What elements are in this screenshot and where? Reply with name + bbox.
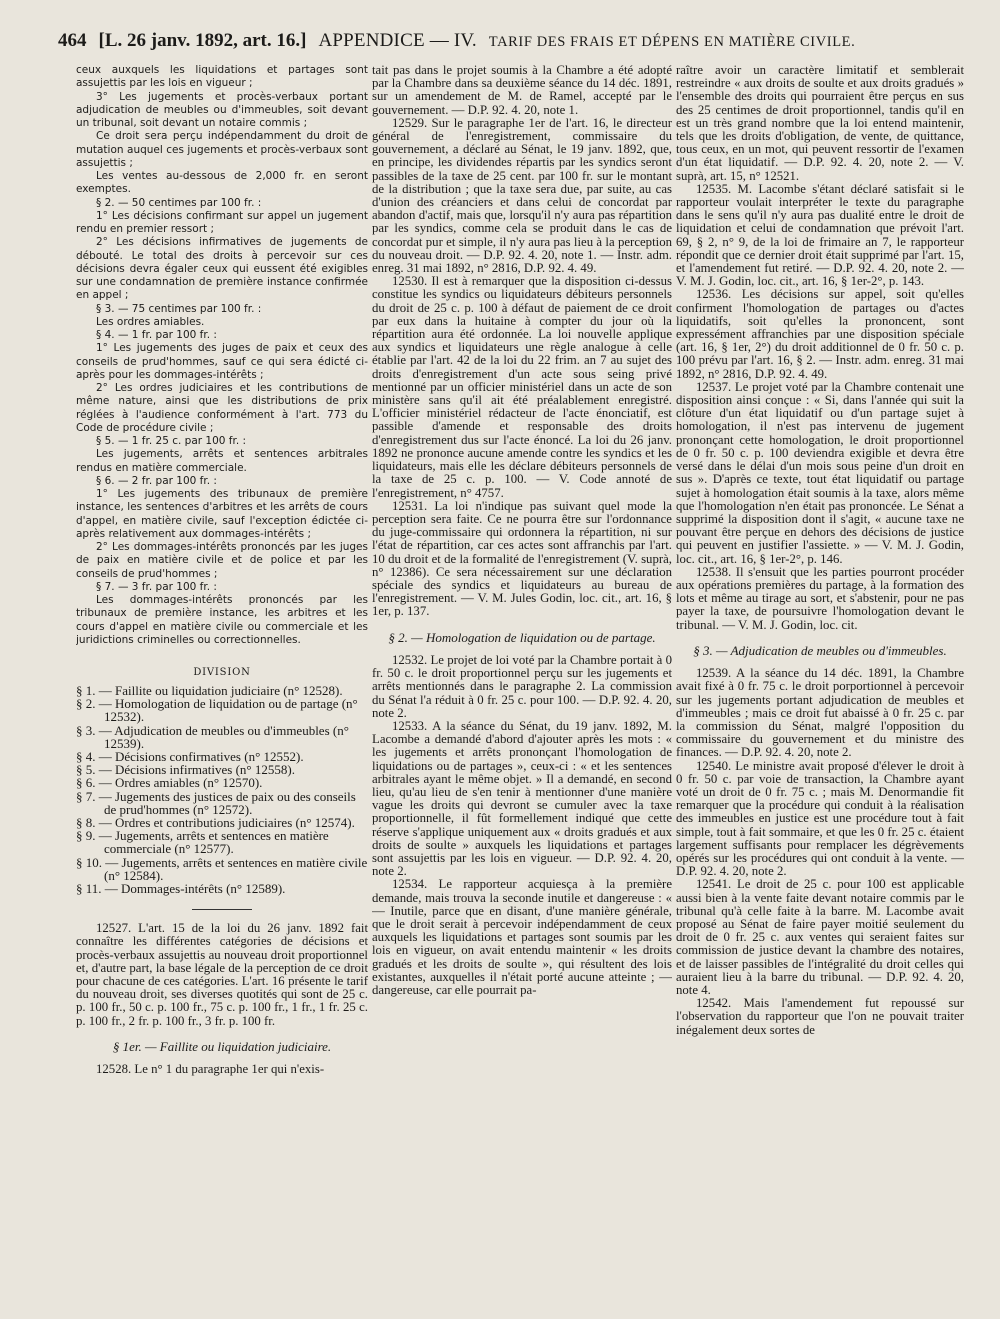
law-line: § 4. — 1 fr. par 100 fr. : <box>96 329 217 341</box>
header-reference: [L. 26 janv. 1892, art. 16.] <box>98 30 307 51</box>
paragraph-12539: 12539. A la séance du 14 déc. 1891, la Chambre avait fixé à 0 fr. 75 c. le droit porportionnel à percevoir sur les jugements portant adjudication de meubles et d'immeubles ; mais ce droit fut abaissé à 0 fr. 25 c. par la commission du Sénat, malgré l'opposition du commissaire du gouvernement et du ministre des finances. — D.P. 92. 4. 20, note 2. <box>676 666 964 760</box>
law-line: § 6. — 2 fr. par 100 fr. : <box>96 474 217 487</box>
law-line: 1° Les jugements des tribunaux de première instance, les sentences d'arbitres et les arrêts de cours d'appel, en matière civile, sauf l'exception édictée ci-après relativement aux dommages-intérêts ; <box>76 488 368 540</box>
paragraph-12530: 12530. Il est à remarquer que la disposition ci-dessus constitue les syndics ou liquidateurs débiteurs personnels du droit de 25 c. p. 100 à défaut de paiement de ce droit par eux dans la huitaine à compter du jour où la répartition aura été ordonnée. La loi nouvelle applique aux syndics et liquidateurs une règle analogue à celle établie par l'art. 42 de la loi du 22 frim. an 7 au sujet des droits d'enregistrement d'un acte sous seing privé mentionné par un officier ministériel dans un acte de son ministère sans qu'il ait été préalablement enregistré. L'officier ministériel rédacteur de l'acte énonciatif, est passible d'amende et responsable des droits d'enregistrement dus sur l'acte énoncé. La loi du 26 janv. 1892 ne prononce aucune amende contre les syndics et les liquidateurs, mais elle les déclare débiteurs personnels de la taxe de 25 c. p. 100. — V. Code annoté de l'enregistrement, n° 4757. <box>372 274 672 500</box>
law-text <box>76 64 368 647</box>
law-line: ceux auxquels les liquidations et partages sont assujettis par les lois en vigueur ; <box>76 64 368 90</box>
running-header <box>58 30 958 60</box>
column-middle <box>372 64 672 1311</box>
paragraph-12532: 12532. Le projet de loi voté par la Chambre portait à 0 fr. 50 c. le droit proportionnel perçu sur les jugements et arrêts mentionnés dans le paragraphe 2. La commission du Sénat l'a réduit à 0 fr. 25 c. pour 100. — D.P. 92. 4. 20, note 2. <box>372 652 672 720</box>
paragraph-12538: 12538. Il s'ensuit que les parties pourront procéder aux opérations premières du partage, à la formation des lots et même au tirage au sort, et s'abstenir, pour ne pas payer la taxe, de poursuivre l'homologation devant le tribunal. — V. M. J. Godin, loc. cit. <box>676 564 964 632</box>
law-line: 2° Les dommages-intérêts prononcés par les juges de paix en matière civile et de police et par les conseils de prud'hommes ; <box>76 541 368 580</box>
division-item: § 7. — Jugements des justices de paix ou des conseils de prud'hommes (n° 12572). <box>76 788 356 817</box>
paragraph-12541: 12541. Le droit de 25 c. pour 100 est applicable aussi bien à la vente faite devant notaire commis par le tribunal qu'à celle faite à la barre. M. Lacombe avait proposé au Sénat de faire payer moitié seulement du droit de 0 fr. 25 c. aux ventes qui seraient faites sur commission de justice devant la chambre des notaires, et de laisser passibles de l'intégralité du droit celles qui auraient lieu à la barre du tribunal. — D.P. 92. 4. 20, note 4. <box>676 877 964 998</box>
division-item: § 2. — Homologation de liquidation ou de partage (n° 12532). <box>76 696 358 725</box>
law-line: Les ventes au-dessous de 2,000 fr. en seront exemptes. <box>76 170 368 196</box>
division-item: § 8. — Ordres et contributions judiciaires (n° 12574). <box>76 815 355 831</box>
paragraph-continued: tait pas dans le projet soumis à la Chambre a été adopté par la Chambre dans sa deuxième séance du 14 déc. 1891, sur un amendement de M. de Ramel, accepté par le gouvernement. — D.P. 92. 4. 20, note 1. <box>372 64 672 117</box>
law-line: 2° Les décisions infirmatives de jugements de débouté. Le total des droits à percevoir sur ces décisions devra égaler ceux qui eussent été exigibles sur une condamnation de première instance confirmée en appel ; <box>76 236 368 302</box>
division-item: § 6. — Ordres amiables (n° 12570). <box>76 775 263 791</box>
law-line: § 7. — 3 fr. par 100 fr. : <box>96 580 217 593</box>
law-line: 2° Les ordres judiciaires et les contributions de même nature, ainsi que les distributions de prix réglées à l'audience conformément à l'art. 773 du Code de procédure civile ; <box>76 382 368 434</box>
paragraph-12537: 12537. Le projet voté par la Chambre contenait une disposition ainsi conçue : « Si, dans l'année qui suit la clôture d'un état liquidatif ou d'un partage sujet à homologation, il n'est pas intervenu de jugement prononçant cette homologation, le droit proportionnel de 0 fr. 50 c. p. 100 deviendra exigible et devra être versé dans le délai d'un mois sous peine d'un droit en sus ». D'après ce texte, tout état liquidatif ou partage sujet à homologation était soumis à la taxe, alors même que l'homologation n'en était pas prononcée. Le Sénat a supprimé la disposition dont il s'agit, « aucune taxe ne pouvant être perçue en dehors des décisions de justice qui peuvent en justifier l'assiette. » — V. M. J. Godin, loc. cit., art. 16, § 1er-2°, p. 146. <box>676 379 964 566</box>
paragraph-12527: 12527. L'art. 15 de la loi du 26 janv. 1892 fait connaître les différentes catégories de décisions et procès-verbaux assujettis au nouveau droit proportionnel et, d'autre part, la base légale de la perception de ce droit pour chacune de ces catégories. L'art. 16 présente le tarif du nouveau droit, ses diverses quotités qui sont de 25 c. p. 100 fr., 50 c. p. 100 fr., 75 c. p. 100 fr., 1 fr., 1 fr. 25 c. p. 100 fr., 2 fr. p. 100 fr., 3 fr. p. 100 fr. <box>76 921 368 1028</box>
law-line: § 2. — 50 centimes par 100 fr. : <box>96 196 262 209</box>
section-heading-1: § 1er. — Faillite ou liquidation judiciaire. <box>112 1038 332 1054</box>
division-item: § 4. — Décisions confirmatives (n° 12552). <box>76 749 304 765</box>
paragraph-12534: 12534. Le rapporteur acquiesça à la première demande, mais trouva la seconde inutile et dangereuse : « — Inutile, parce que en disant, d'une manière générale, que le droit serait à percevoir indépendamment de ceux auxquels les liquidations et partages sont soumis par les lois en vigueur, on avait entendu maintenir « les droits gradués et les droits de soulte », qui résultent des lois existantes, auxquelles il n'était porté aucune atteinte ; — dangereuse, car elle pourrait pa- <box>372 877 672 998</box>
column-left <box>76 64 368 1311</box>
law-line: Les ordres amiables. <box>96 315 205 328</box>
column-right <box>676 64 964 1311</box>
division-item: § 3. — Adjudication de meubles ou d'immeubles (n° 12539). <box>76 722 349 751</box>
law-line: § 3. — 75 centimes par 100 fr. : <box>96 302 262 315</box>
paragraph-12540: 12540. Le ministre avait proposé d'élever le droit à 0 fr. 50 c. par voie de transaction, la Chambre ayant voté un droit de 0 fr. 75 c. ; mais M. Denormandie fit remarquer que la procédure qui conduit à la réalisation des immeubles en justice est une procédure tout à fait simple, tout à fait sommaire, et que les 0 fr. 25 c. étaient largement suffisants pour remplacer les dégrèvements opérés sur les procédures qui ont conduit à la vente. — D.P. 92. 4. 20, note 2. <box>676 758 964 879</box>
paragraph-12529: 12529. Sur le paragraphe 1er de l'art. 16, le directeur général de l'enregistrement, commissaire du gouvernement, a déclaré au Sénat, le 19 janv. 1892, que, en principe, les dividendes répartis par les syndics seront passibles de la taxe de 25 cent. par 100 fr. sur le montant de la distribution ; que la taxe sera due, par suite, au cas d'union des créanciers et dans celui de concordat par abandon d'actif, mais que, lorsqu'il n'y aura pas répartition par les syndics, comme cela se produit dans le cas de concordat pur et simple, il n'y aura pas lieu à la perception du nouveau droit. — D.P. 92. 4. 20, note 1. — Instr. adm. enreg. 31 mai 1892, n° 2816, D.P. 92. 4. 49. <box>372 115 672 276</box>
paragraph-12533: 12533. A la séance du Sénat, du 19 janv. 1892, M. Lacombe a demandé d'abord d'ajouter après les mots : « les jugements et arrêts prononçant l'homologation de liquidations ou de partages », ceux-ci : « et les sentences arbitrales ayant le même objet. » Il a demandé, en second lieu, qu'au lieu de s'en tenir à mentionner d'une manière vague les droits qui devront se cumuler avec la taxe proportionnelle, il fût formellement indiqué que cette réserve s'applique uniquement aux « droits gradués et aux droits de soulte » auxquels les liquidations et partages sont assujettis par les lois en vigueur. — D.P. 92. 4. 20, note 2. <box>372 718 672 879</box>
division-item: § 5. — Décisions infirmatives (n° 12558). <box>76 762 295 778</box>
paragraph-12536: 12536. Les décisions sur appel, soit qu'elles confirment l'homologation de partages ou d'actes liquidatifs, soit qu'elles la prononcent, sont expressément affranchies par une disposition spéciale (art. 16, § 1er, 2°) du droit additionnel de 0 fr. 50 c. p. 100 prévu par l'art. 16, § 2. — Instr. adm. enreg. 31 mai 1892, n° 2816, D.P. 92. 4. 49. <box>676 287 964 381</box>
law-line: Les dommages-intérêts prononcés par les tribunaux de première instance, les arbitres et les cours d'appel en matière civile ou commerciale et les juridictions criminelles ou correctionnelles. <box>76 594 368 646</box>
paragraph-12528: 12528. Le n° 1 du paragraphe 1er qui n'exis- <box>96 1062 325 1077</box>
law-line: Ce droit sera perçu indépendamment du droit de mutation auquel ces jugements et procès-verbaux sont assujettis ; <box>76 130 368 169</box>
division-title: DIVISION <box>193 667 251 678</box>
division-item: § 1. — Faillite ou liquidation judiciaire (n° 12528). <box>76 683 343 698</box>
law-line: 1° Les décisions confirmant sur appel un jugement rendu en premier ressort ; <box>76 209 368 235</box>
section-heading-2: § 2. — Homologation de liquidation ou de partage. <box>388 629 656 645</box>
division-item: § 10. — Jugements, arrêts et sentences en matière civile (n° 12584). <box>76 854 368 883</box>
section-heading-3: § 3. — Adjudication de meubles ou d'immeubles. <box>693 642 947 658</box>
law-line: 1° Les jugements des juges de paix et ceux des conseils de prud'hommes, sauf ce qui sera édicté ci-après pour les dommages-intérêts ; <box>76 342 368 381</box>
division-item: § 11. — Dommages-intérêts (n° 12589). <box>76 881 286 897</box>
division-item: § 9. — Jugements, arrêts et sentences en matière commerciale (n° 12577). <box>76 828 329 857</box>
header-subtitle: TARIF DES FRAIS ET DÉPENS EN MATIÈRE CIVILE. <box>488 34 856 50</box>
divider <box>192 909 252 910</box>
page-number: 464 <box>58 30 87 51</box>
law-line: 3° Les jugements et procès-verbaux portant adjudication de meubles ou d'immeubles, soit devant un tribunal, soit devant un notaire commis ; <box>76 90 368 129</box>
paragraph-continued: raître avoir un caractère limitatif et semblerait restreindre « aux droits de soulte et aux droits gradués » l'ensemble des droits qui pourraient être perçus en sus des 25 centimes de droit proportionnel, tandis qu'il en est un très grand nombre que la loi entend maintenir, tels que les droits d'obligation, de vente, de quittance, tous ceux, en un mot, qui peuvent ressortir de l'examen d'un état liquidatif. — D.P. 92. 4. 20, note 2. — V. suprà, art. 15, n° 12521. <box>676 64 964 183</box>
paragraph-12535: 12535. M. Lacombe s'étant déclaré satisfait si le rapporteur voulait interpréter le texte du paragraphe dans le sens qu'il n'y aura pas dualité entre le droit de liquidation et celui de condamnation que prévoit l'art. 69, § 2, n° 9, de la loi de frimaire an 7, le rapporteur répondit que ce dernier droit était supprimé par l'art. 15, et l'amendement fut retiré. — D.P. 92. 4. 20, note 2. — V. M. J. Godin, loc. cit., art. 16, § 1er-2°, p. 143. <box>676 181 964 289</box>
paragraph-12531: 12531. La loi n'indique pas suivant quel mode la perception sera faite. Ce ne pourra être sur l'ordonnance du juge-commissaire qui ordonnera la répartition, ni sur l'état de répartition, car ces actes sont affranchis par l'art. 10 du droit et de la formalité de l'enregistrement (V. suprà, n° 12386). Ce sera nécessairement sur une déclaration spéciale des syndics et liquidateurs au bureau de l'enregistrement. — V. M. Jules Godin, loc. cit., art. 16, § 1er, p. 137. <box>372 498 672 619</box>
paragraph-12542: 12542. Mais l'amendement fut repoussé sur l'observation du rapporteur que l'on ne pouvait traiter inégalement deux sortes de <box>676 996 964 1037</box>
header-title: APPENDICE — IV. <box>318 30 477 51</box>
law-line: Les jugements, arrêts et sentences arbitrales rendus en matière commerciale. <box>76 448 368 474</box>
law-line: § 5. — 1 fr. 25 c. par 100 fr. : <box>96 435 247 447</box>
division-list <box>76 684 368 895</box>
